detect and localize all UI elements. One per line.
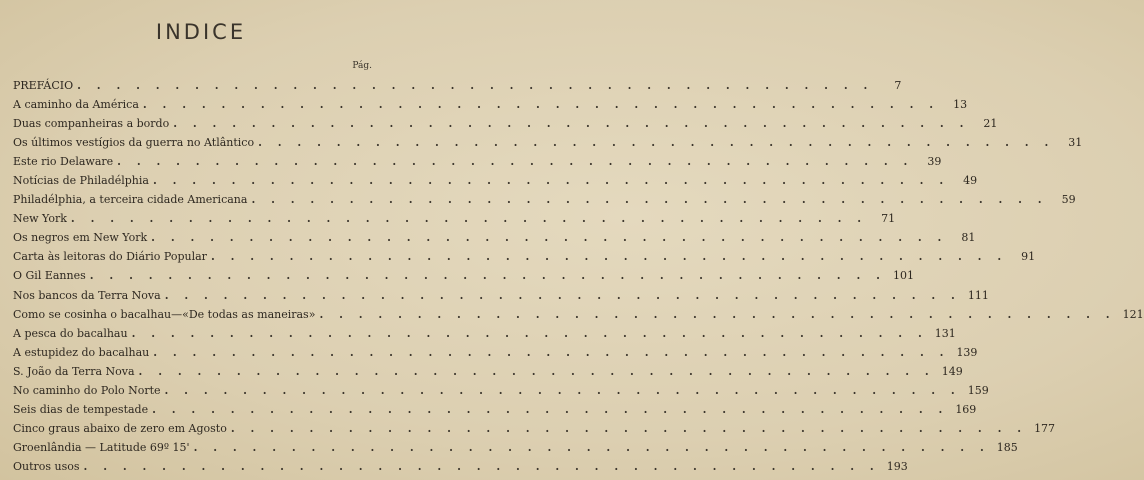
toc-entry: [13, 457, 908, 476]
toc-dot-leader: . . . . . . . . . . . . . . . . . . . . . . . . . . . . . . . . . . . . . . . . .: [77, 79, 874, 92]
toc-entry-title: New York: [13, 212, 67, 226]
toc-entry-page-number: 49: [963, 174, 978, 188]
toc-entry-title: A estupidez do bacalhau: [13, 345, 150, 359]
toc-entry-title: Este rio Delaware: [13, 155, 114, 169]
toc-entry: [13, 324, 956, 343]
toc-entry-title: Groenlândia — Latitude 69º 15': [13, 440, 190, 454]
toc-entry-page-number: 39: [927, 155, 942, 169]
toc-dot-leader: . . . . . . . . . . . . . . . . . . . . . . . . . . . . . . . . . . . . . . . . .: [152, 402, 949, 416]
toc-dot-leader: . . . . . . . . . . . . . . . . . . . . . . . . . . . . . . . . . . . . . . . . .: [117, 155, 914, 169]
toc-entry-title: A pesca do bacalhau: [13, 326, 128, 340]
toc-entry: [13, 247, 1036, 266]
toc-dot-leader: . . . . . . . . . . . . . . . . . . . . . . . . . . . . . . . . . . . . . . . . .: [153, 345, 950, 359]
toc-entry-page-number: 149: [941, 364, 963, 378]
toc-entry-title: Outros usos: [13, 459, 80, 473]
toc-entry: [13, 209, 896, 228]
toc-entry-page-number: 169: [955, 402, 977, 416]
toc-dot-leader: . . . . . . . . . . . . . . . . . . . . . . . . . . . . . . . . . . . . . . . . .: [319, 307, 1116, 321]
toc-entry-title: A caminho da América: [13, 98, 139, 112]
toc-entry-title: S. João da Terra Nova: [13, 364, 135, 378]
toc-entry-page-number: 21: [983, 117, 998, 131]
toc-dot-leader: . . . . . . . . . . . . . . . . . . . . . . . . . . . . . . . . . . . . . . . . .: [230, 421, 1028, 435]
toc-entry-title: Carta às leitoras do Diário Popular: [13, 250, 207, 264]
toc-entry-title: Notícias de Philadélphia: [13, 174, 149, 188]
toc-entry: [13, 133, 1083, 152]
toc-dot-leader: . . . . . . . . . . . . . . . . . . . . . . . . . . . . . . . . . . . . . . . . .: [164, 383, 961, 397]
toc-entry-page-number: 81: [961, 231, 976, 245]
toc-entry-title: O Gil Eannes: [13, 269, 86, 283]
toc-entry: [13, 286, 989, 305]
toc-entry-page-number: 59: [1061, 193, 1076, 207]
toc-dot-leader: . . . . . . . . . . . . . . . . . . . . . . . . . . . . . . . . . . . . . . . . .: [131, 326, 928, 340]
toc-entry: [13, 114, 998, 133]
toc-dot-leader: . . . . . . . . . . . . . . . . . . . . . . . . . . . . . . . . . . . . . . . . .: [173, 117, 970, 131]
toc-dot-leader: . . . . . . . . . . . . . . . . . . . . . . . . . . . . . . . . . . . . . . . . .: [258, 136, 1055, 150]
toc-entry-page-number: 13: [953, 98, 968, 112]
toc-entry-page-number: 71: [881, 212, 896, 226]
toc-entry-title: Os últimos vestígios da guerra no Atlântico: [13, 136, 255, 150]
toc-entry-page-number: 159: [967, 383, 989, 397]
toc-entry: [13, 419, 1056, 438]
toc-entry: [13, 305, 1144, 324]
toc-entry-page-number: 91: [1021, 250, 1036, 264]
toc-entry-title: Philadélphia, a terceira cidade Americana: [13, 193, 248, 207]
toc-entry: [13, 76, 902, 95]
toc-dot-leader: . . . . . . . . . . . . . . . . . . . . . . . . . . . . . . . . . . . . . . . . .: [193, 440, 990, 454]
toc-entry-page-number: 139: [956, 345, 978, 359]
toc-entry-title: PREFÁCIO: [13, 79, 74, 92]
toc-dot-leader: . . . . . . . . . . . . . . . . . . . . . . . . . . . . . . . . . . . . . . . . .: [142, 98, 940, 112]
toc-entry-page-number: 101: [892, 269, 914, 283]
toc-entry-title: Duas companheiras a bordo: [13, 117, 170, 131]
toc-entry-page-number: 31: [1068, 136, 1083, 150]
toc-entry: [13, 343, 978, 362]
toc-entry-title: Seis dias de tempestade: [13, 402, 149, 416]
page-column-label: Pág.: [352, 61, 372, 71]
toc-dot-leader: . . . . . . . . . . . . . . . . . . . . . . . . . . . . . . . . . . . . . . . . .: [251, 193, 1048, 207]
toc-dot-leader: . . . . . . . . . . . . . . . . . . . . . . . . . . . . . . . . . . . . . . . . .: [164, 288, 961, 302]
toc-entry-page-number: 185: [996, 440, 1018, 454]
toc-dot-leader: . . . . . . . . . . . . . . . . . . . . . . . . . . . . . . . . . . . . . . . . .: [210, 250, 1008, 264]
toc-entry: [13, 438, 1018, 457]
toc-dot-leader: . . . . . . . . . . . . . . . . . . . . . . . . . . . . . . . . . . . . . . . . .: [89, 269, 886, 283]
toc-entry-title: Como se cosinha o bacalhau—«De todas as maneiras»: [13, 307, 316, 321]
toc-entry-title: Cinco graus abaixo de zero em Agosto: [13, 421, 227, 435]
toc-entry-page-number: 7: [894, 79, 902, 92]
toc-entry-title: Os negros em New York: [13, 231, 148, 245]
toc-entry: [13, 362, 963, 381]
toc-dot-leader: . . . . . . . . . . . . . . . . . . . . . . . . . . . . . . . . . . . . . . . . .: [83, 459, 880, 473]
toc-entry: [13, 381, 989, 400]
toc-entry: [13, 228, 976, 247]
toc-entry: [13, 190, 1076, 209]
toc-entry: [13, 266, 914, 285]
toc-entry-page-number: 193: [886, 459, 908, 473]
toc-dot-leader: . . . . . . . . . . . . . . . . . . . . . . . . . . . . . . . . . . . . . . . . .: [138, 364, 935, 378]
toc-entry: [13, 400, 977, 419]
toc-entry-page-number: 177: [1034, 421, 1056, 435]
toc-dot-leader: . . . . . . . . . . . . . . . . . . . . . . . . . . . . . . . . . . . . . . . . .: [152, 174, 950, 188]
toc-entry: [13, 95, 968, 114]
toc-entry-title: Nos bancos da Terra Nova: [13, 288, 161, 302]
toc-entry-page-number: 131: [934, 326, 956, 340]
table-of-contents: [13, 76, 1144, 476]
toc-entry: [13, 171, 978, 190]
toc-entry-title: No caminho do Polo Norte: [13, 383, 161, 397]
toc-entry-page-number: 121: [1122, 307, 1144, 321]
toc-dot-leader: . . . . . . . . . . . . . . . . . . . . . . . . . . . . . . . . . . . . . . . . .: [70, 212, 868, 226]
toc-dot-leader: . . . . . . . . . . . . . . . . . . . . . . . . . . . . . . . . . . . . . . . . .: [151, 231, 948, 245]
toc-entry-page-number: 111: [967, 288, 989, 302]
toc-entry: [13, 152, 942, 171]
page-title: INDICE: [155, 20, 247, 44]
